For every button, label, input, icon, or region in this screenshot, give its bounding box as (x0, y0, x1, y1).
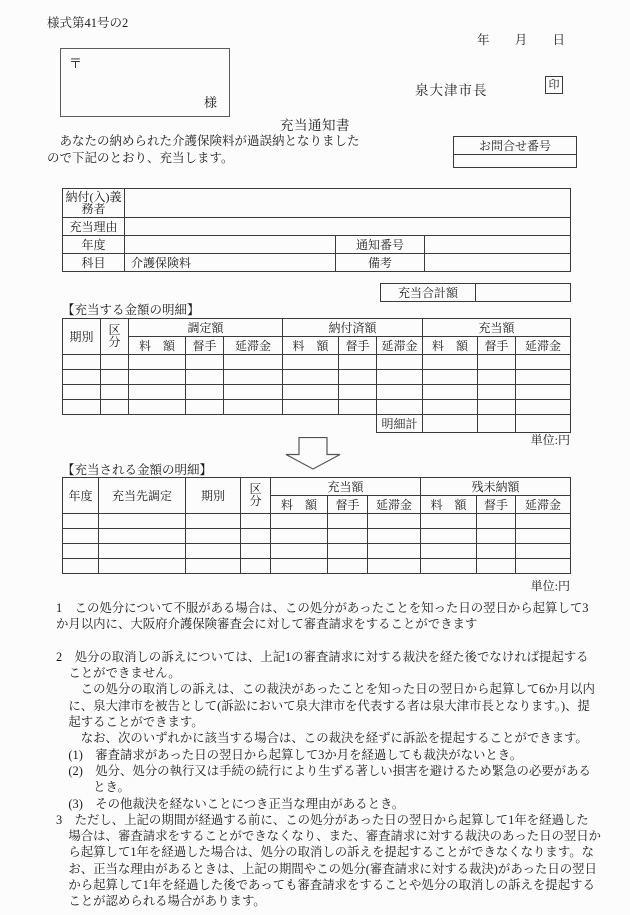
table-row (63, 400, 571, 415)
note-line: ら起算して1年を経過した場合は、処分の取消しの訴えを提起することができなくなります。な (56, 845, 594, 860)
apply-amounts-table (62, 318, 571, 433)
payer-value (125, 189, 571, 218)
note-line: なお、次のいずれかに該当する場合は、この裁決を経ずに訴訟を提起することができます。 (56, 731, 588, 746)
detail-total-label: 明細計 (377, 415, 423, 433)
table-row (63, 370, 571, 385)
seal-mark-icon: 印 (545, 76, 563, 94)
subcol-late-charge: 延滞金 (516, 496, 571, 514)
postal-mark: 〒 (69, 56, 83, 71)
subcol-fee: 料 額 (283, 337, 339, 355)
note-line: 場合は、審査請求をすることができなくなり、また、審査請求に対する裁決のあった日の翌日か (56, 829, 602, 844)
subcol-demand: 督手 (477, 496, 516, 514)
down-arrow-icon (285, 437, 341, 470)
group-appropriated-amount: 充当額 (423, 319, 571, 337)
subcol-fee: 料 額 (271, 496, 328, 514)
col-category: 区分 (241, 478, 271, 514)
note-line: に、泉大津市を被告として(訴訟において泉大津市を代表する者は泉大津市長となります。)、提 (56, 698, 590, 713)
subcol-demand: 督手 (339, 337, 377, 355)
appropriation-total-value (476, 284, 571, 302)
date-year-label: 年 (477, 33, 490, 47)
note-line: 起することができます。 (56, 715, 204, 730)
subcol-late-charge: 延滞金 (377, 337, 423, 355)
note-line: 2 処分の取消しの訴えについては、上記1の審査請求に対する裁決を経た後でなければ提起する (56, 649, 589, 664)
sender-name: 泉大津市長 (415, 83, 488, 98)
table-row (63, 385, 571, 400)
col-appropriation-target: 充当先調定 (99, 478, 186, 514)
fiscal-year-label: 年度 (63, 236, 125, 254)
note-line: (1) 審査請求があった日の翌日から起算して3か月を経過しても裁決がないとき。 (56, 747, 523, 762)
subject-value: 介護保険料 (125, 254, 336, 272)
table-row (63, 355, 571, 370)
subcol-late-charge: 延滞金 (516, 337, 571, 355)
inquiry-number-value (454, 155, 577, 168)
group-paid-amount: 納付済額 (283, 319, 423, 337)
subcol-late-charge: 延滞金 (368, 496, 421, 514)
group-remaining-unpaid: 残未納額 (421, 478, 571, 496)
subcol-demand: 督手 (186, 337, 224, 355)
table-row (63, 529, 571, 544)
apply-table-caption: 【充当する金額の明細】 (62, 303, 200, 317)
unit-note: 単位:円 (530, 433, 570, 447)
note-line: (2) 処分、処分の執行又は手続の続行により生ずる著しい損害を避けるため緊急の必要がある (56, 763, 591, 778)
intro-paragraph (47, 133, 360, 166)
subcol-late-charge: 延滞金 (224, 337, 283, 355)
note-line: 3 ただし、上記の期間が経過する前に、この処分があった日の翌日から起算して1年を経過した (56, 812, 589, 827)
inquiry-number-box (453, 136, 577, 168)
note-line: 1 この処分について不服がある場合は、この処分があったことを知った日の翌日から起算して3 (56, 601, 589, 615)
notice-number-value (425, 236, 571, 254)
subject-label: 科目 (63, 254, 125, 272)
appropriation-total-label: 充当合計額 (381, 284, 476, 302)
reason-value (125, 218, 571, 236)
group-assessed-amount: 調定額 (129, 319, 283, 337)
group-appropriated-amount: 充当額 (271, 478, 421, 496)
inquiry-number-label: お問合せ番号 (454, 137, 577, 155)
legal-notes (56, 600, 602, 910)
col-period: 期別 (63, 319, 101, 355)
col-category: 区分 (101, 319, 129, 355)
date-line (477, 30, 565, 48)
fiscal-year-value (125, 236, 336, 254)
note-line: お、正当な理由があるときは、上記の期間やこの処分(審査請求に対する裁決)があった日の翌日 (56, 861, 597, 876)
subcol-demand: 督手 (328, 496, 368, 514)
date-day-label: 日 (552, 33, 565, 47)
note-line: (3) その他裁決を経ないことにつき正当な理由があるとき。 (56, 796, 405, 811)
table-row (63, 559, 571, 574)
subcol-demand: 督手 (478, 337, 516, 355)
note-line: ことが認められる場合があります。 (56, 894, 266, 909)
col-period: 期別 (186, 478, 241, 514)
subcol-fee: 料 額 (129, 337, 186, 355)
intro-line: ので下記のとおり、充当します。 (47, 150, 234, 165)
recipient-address-box (60, 48, 230, 117)
note-line: この処分の取消しの訴えは、この裁決があったことを知った日の翌日から起算して6か月以内 (56, 682, 595, 697)
col-fiscal-year: 年度 (63, 478, 99, 514)
table-row (63, 544, 571, 559)
note-line: から起算して1年を経過した後であっても審査請求をすることや処分の取消しの訴えを提起する (56, 878, 595, 893)
unit-note: 単位:円 (530, 579, 570, 593)
intro-line: あなたの納められた介護保険料が過誤納となりました (47, 134, 360, 148)
appropriation-total-box (380, 283, 571, 302)
applied-table-caption: 【充当される金額の明細】 (62, 463, 213, 477)
notice-number-label: 通知番号 (336, 236, 425, 254)
subcol-fee: 料 額 (421, 496, 477, 514)
applied-amounts-table (62, 477, 571, 574)
subcol-fee: 料 額 (423, 337, 478, 355)
note-line: とき。 (56, 780, 130, 795)
payer-label: 納付(入)義務者 (63, 189, 125, 218)
date-month-label: 月 (514, 33, 528, 47)
document-title: 充当通知書 (280, 118, 350, 133)
payer-info-table (62, 188, 571, 272)
recipient-honorific: 様 (203, 95, 217, 110)
form-number: 様式第41号の2 (47, 16, 129, 30)
remarks-value (425, 254, 571, 272)
note-line: ことができません。 (56, 666, 181, 681)
reason-label: 充当理由 (63, 218, 125, 236)
remarks-label: 備考 (336, 254, 425, 272)
note-line: か月以内に、大阪府介護保険審査会に対して審査請求をすることができます (56, 617, 478, 632)
table-row (63, 514, 571, 529)
note-line (56, 633, 586, 649)
detail-total-row (63, 415, 571, 433)
